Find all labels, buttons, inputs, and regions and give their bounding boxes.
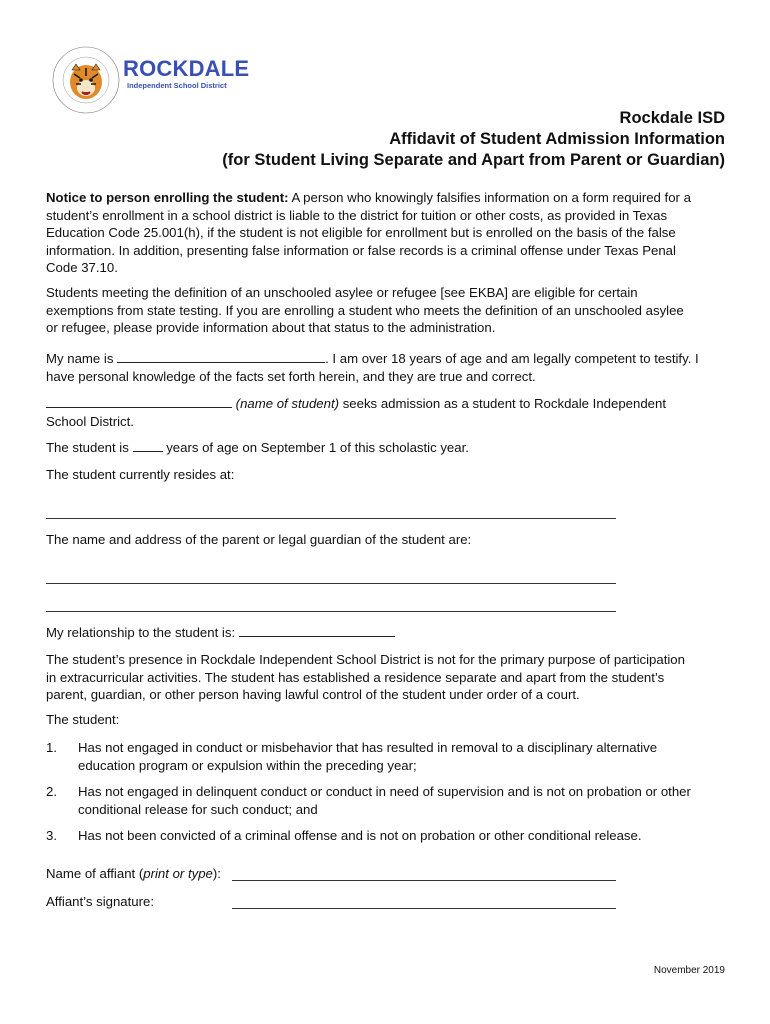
- document-title: [222, 108, 725, 171]
- age-statement: The student is years of age on September 1 of this scholastic year.: [46, 440, 469, 455]
- logo-subtitle: Independent School District: [127, 81, 227, 90]
- affiant-name-blank[interactable]: [117, 349, 325, 363]
- student-name-blank[interactable]: [46, 394, 232, 408]
- parent-address-line-1[interactable]: [46, 583, 616, 584]
- title-line-3: (for Student Living Separate and Apart from Parent or Guardian): [222, 151, 725, 169]
- title-line-1: Rockdale ISD: [619, 109, 725, 127]
- revision-date: November 2019: [653, 965, 725, 976]
- parent-label: The name and address of the parent or legal guardian of the student are:: [46, 532, 472, 547]
- relationship-blank[interactable]: [239, 623, 395, 637]
- list-item-number: 3.: [46, 828, 57, 843]
- asylee-paragraph: Students meeting the definition of an unschooled asylee or refugee [see EKBA] are eligible for certain exemptions from state testing. If you are enrolling a student who meets the definition of an unschooled asylee or refugee, please provide information about that status to the administration.: [46, 285, 684, 335]
- student-name-statement: (name of student) seeks admission as a student to Rockdale Independent School District.: [46, 396, 667, 429]
- affiant-name-label: Name of affiant (print or type):: [46, 866, 221, 881]
- resides-label: The student currently resides at:: [46, 467, 235, 482]
- name-statement: My name is . I am over 18 years of age and am legally competent to testify. I have personal knowledge of the facts set forth herein, and they are true and correct.: [46, 351, 699, 384]
- list-item: Has not been convicted of a criminal offense and is not on probation or other conditional release.: [78, 828, 642, 843]
- tiger-seal-icon: [50, 44, 122, 116]
- affiant-signature-line[interactable]: [232, 908, 616, 909]
- parent-address-line-2[interactable]: [46, 611, 616, 612]
- list-item: Has not engaged in delinquent conduct or conduct in need of supervision and is not on probation or other conditional release for such conduct; and: [78, 784, 691, 817]
- list-item-number: 1.: [46, 740, 57, 755]
- presence-paragraph: The student’s presence in Rockdale Independent School District is not for the primary purpose of participation in extracurricular activities. The student has established a residence separate and apart from the student’s parent, guardian, or other person having lawful control of the student under order of a court.: [46, 652, 685, 702]
- title-line-2: Affidavit of Student Admission Information: [389, 130, 725, 148]
- logo-wordmark: ROCKDALE: [123, 56, 250, 81]
- student-age-blank[interactable]: [133, 438, 163, 452]
- notice-paragraph: Notice to person enrolling the student: A person who knowingly falsifies information on a form required for a student’s enrollment in a school district is liable to the district for tuition or other costs, as provided in Texas Education Code 25.001(h), if the student is not eligible for enrollment but is enrolled on the basis of the false information. In addition, presenting false information or false records is a criminal offense under Texas Penal Code 37.10.: [46, 190, 691, 275]
- residence-address-line[interactable]: [46, 518, 616, 519]
- list-item-number: 2.: [46, 784, 57, 799]
- affiant-name-line[interactable]: [232, 880, 616, 881]
- the-student-label: The student:: [46, 712, 120, 727]
- affiant-signature-label: Affiant’s signature:: [46, 894, 155, 909]
- relationship-statement: My relationship to the student is:: [46, 623, 726, 642]
- notice-lead: Notice to person enrolling the student:: [46, 190, 289, 205]
- list-item: Has not engaged in conduct or misbehavior that has resulted in removal to a disciplinary alternative education program or expulsion within the preceding year;: [78, 740, 658, 773]
- district-logo: [50, 44, 250, 110]
